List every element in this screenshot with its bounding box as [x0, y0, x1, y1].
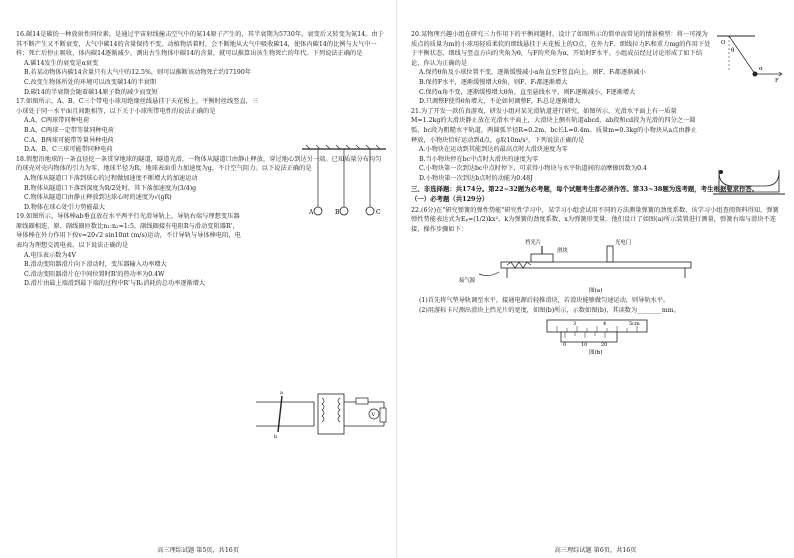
q16-option-c: C.改变生物体所处的环境可以改变碳14的半衰期: [24, 78, 156, 86]
q22-step-2: (2)用游标卡尺测出滑块上挡光片的宽度，如图(b)所示，示数如图(b)，其读数为________mm。: [419, 307, 680, 315]
fig-b-caption: 图(b): [589, 349, 603, 356]
q20-label-o: O: [721, 40, 726, 46]
question-22-stem: 22.(6分)在"研究弹簧的弹性势能"研究性学习中，某学习小组尝试用不同的方法测量弹簧的劲度系数，该学习小组查阅资料得知，弹簧弹性势能表达式为Eₚ=(1/2)kx²，k为弹簧的劲度系数，x为弹簧形变量。他们设计了如图(a)所示装置进行测量，弹簧右端与滑块不连接，操作步骤如下：: [411, 206, 779, 233]
q22-step-1: (1)首先将气垫导轨调至水平，接通电源后轻推滑块，若滑块能够做匀速运动，则导轨水平。: [419, 297, 670, 305]
fig-a-label-shutter: 挡光片: [525, 240, 542, 247]
fig-b-vernier-0: 0: [563, 341, 567, 348]
q20-option-c: C.保持α角不变，逐渐缓慢增大θ角，直至悬线水平，则Fₜ逐渐减小，F逐渐增大: [419, 88, 636, 96]
q20-option-d: D.只调整F使得θ角增大，不论如何调整F，Fₜ总是逐渐增大: [419, 98, 580, 106]
fig-b-main-5: 5cm: [629, 320, 640, 327]
q18-option-b: B.物体从隧道口下落到深度为R/2处时，其下落加速度为(3/4)g: [24, 184, 197, 192]
right-page: [397, 0, 794, 558]
q17-option-a: A.A、C两球带同种电荷: [24, 117, 90, 125]
fig-a-label-photogate: 光电门: [615, 240, 632, 247]
q19-option-b: B.滑动变阻器滑片向下滑动时，变压器输入功率增大: [24, 261, 167, 269]
q17-figure: [300, 143, 390, 223]
question-19-stem: 19.如图所示，导体棒ab垂直放在水平两平行光滑导轨上，导轨右端与理想变压器原线圈相连，原、副线圈匝数比n₁:n₂=1:5，副线圈接有电阻R与滑动变阻器R'，导体棒在外力作用下按v=20√2 sin10πt (m/s)运动，不计导轨与导体棒电阻，电表均为理想交流电表。以下说法正确的是: [16, 213, 241, 250]
q17-label-b: B: [335, 209, 340, 216]
q20-label-theta: θ: [731, 48, 735, 54]
q18-option-c: C.物体从隧道口由静止释放到达球心时的速度为√(gR): [24, 194, 172, 202]
question-21-stem: 21.为了开发一款仿真游戏，研发小组对某光滑轨道进行研究。如图所示，光滑水平面上有一质量M=1.2kg的大滑块静止放在光滑水平面上，大滑块上侧有轨道abcd，ab段和cd段为光滑的四分之一圆弧，bc段为粗糙水平轨道，两圆弧半径R=0.2m，bc长L=0.4m。质量m=0.3kg的小物块从a点由静止释放，小物块恰好运动到d点，g取10m/s²，下列说法正确的是: [411, 107, 698, 144]
left-page-footer: 高三理综试题 第5页，共16页: [157, 547, 239, 554]
q17-label-a: A: [309, 209, 314, 216]
question-16-stem: 16.碳14是碳的一种放射性同位素，是通过宇宙射线撞击空气中的氮14原子产生的，其半衰期为5730年，衰变后又转变为氮14。由于其不断产生又不断衰变，大气中碳14的含量保持不变。动植物活着时，会不断地从大气中吸收碳14，使体内碳14的比例与大气中一样；死亡后停止吸收，体内碳14逐渐减少。测出古生物体中碳14的含量，就可以推算出该生物死亡的年代。下列说法正确的是: [16, 31, 384, 58]
q19-figure: [252, 380, 392, 446]
q21-option-a: A.小物块在运动到其能到达的最高点时大滑块速度为零: [419, 146, 568, 154]
q16-option-d: D.碳14的半衰期会随着碳14原子数的减少而变短: [24, 88, 158, 96]
svg-text:V: V: [371, 412, 376, 418]
question-17-stem: 17.如图所示，A、B、C三个带电小球用绝缘丝线悬挂于天花板上，平衡时丝线竖直，三小球处于同一水平面且间距相等，以下关于小球所带电性的说法正确的是: [16, 98, 259, 115]
question-18-stem: 18.假想沿地球的一条直径挖一条贯穿地球的隧道，隧道光滑，一物体从隧道口由静止释放，穿过地心到达另一端。已知质量分布均匀的球壳对壳内物体的引力为零，地球半径为R，地球表面重力加速度为g，不计空气阻力。以下说法正确的是: [16, 155, 382, 173]
fig-b-main-4: 4: [603, 320, 607, 327]
q20-label-alpha: α: [759, 66, 763, 72]
question-20-stem: 20.某物理兴趣小组在研究三力作用下的平衡问题时，设计了如图所示的简单而常见的情景模型：将一可视为质点的质量为m的小球用轻质柔软的细线悬挂于天花板上的O点，在外力F、细线拉力Fₜ和重力mg的作用下处于平衡状态，细线与竖直方向的夹角为θ，与F的夹角为α，开始时F水平。小组成员经过讨论形成了如下结论，你认为正确的是: [411, 31, 711, 67]
q21-option-d: D.小物块第一次到达b点时的动能为0.48J: [419, 174, 533, 182]
q19-option-d: D.滑片由最上端滑到最下端的过程中R'与R₁消耗的总功率逐渐增大: [24, 280, 206, 288]
q20-option-a: A.保持θ角及小球位置不变，逐渐缓慢减小α角直至F竖直向上，则F、Fₜ都逐渐减小: [419, 69, 646, 77]
q18-option-a: A.物体从隧道口下落到球心的过程做加速度不断增大的加速运动: [24, 174, 198, 182]
fig-a-label-slider: 滑块: [557, 248, 568, 255]
q17-option-c: C.A、B两球可能带等量异种电荷: [24, 136, 114, 144]
q21-option-c: C.小物块第一次到达bc中点时停下，可求得小物块与水平轨道间的动摩擦因数为0.4: [419, 165, 647, 173]
q17-label-c: C: [376, 209, 381, 216]
right-page-footer: 高三理综试题 第6页，共16页: [554, 547, 637, 554]
q22-figure-a: [411, 236, 781, 296]
q21-option-b: B.当小物块停在bc中点时大滑块的速度为零: [419, 155, 539, 163]
q19-option-a: A.电压表示数为4V: [24, 251, 76, 259]
q17-option-d: D.A、B、C三球可能带同种电荷: [24, 146, 113, 154]
q21-figure: [713, 160, 785, 200]
q22-figure-b: [411, 316, 781, 356]
svg-text:a: a: [280, 390, 283, 396]
q17-option-b: B.A、C两球一定带等量同种电荷: [24, 126, 114, 134]
q20-option-b: B.保持F水平，逐渐缓慢增大θ角，则F、Fₜ都逐渐增大: [419, 78, 568, 86]
svg-text:b: b: [274, 434, 278, 440]
fig-b-vernier-10: 10: [581, 341, 588, 348]
fig-b-vernier-20: 20: [601, 341, 608, 348]
fig-a-label-air: 接气源: [459, 278, 476, 285]
q20-figure: [715, 30, 785, 90]
section-3-subheading: （一）必考题（共129分）: [411, 195, 489, 204]
q20-label-f: F: [775, 78, 779, 84]
q18-option-d: D.物体在球心处引力势能最大: [24, 203, 105, 211]
fig-a-caption: 图(a): [589, 288, 603, 295]
q16-option-a: A.碳14发生的衰变是α衰变: [24, 59, 99, 67]
q16-option-b: B.若某动物体内碳14含量只有大气中的12.5%，则可以推断该动物死亡约17190年: [24, 69, 251, 77]
section-3-heading: 三、非选择题：共174分。第22~32题为必考题，每个试题考生都必须作答。第33~38题为选考题，考生根据要求作答。: [411, 184, 759, 193]
q19-option-c: C.滑动变阻器滑片在中间位置时R'的热功率为0.4W: [24, 270, 165, 278]
fig-b-main-3: 3: [573, 320, 577, 327]
